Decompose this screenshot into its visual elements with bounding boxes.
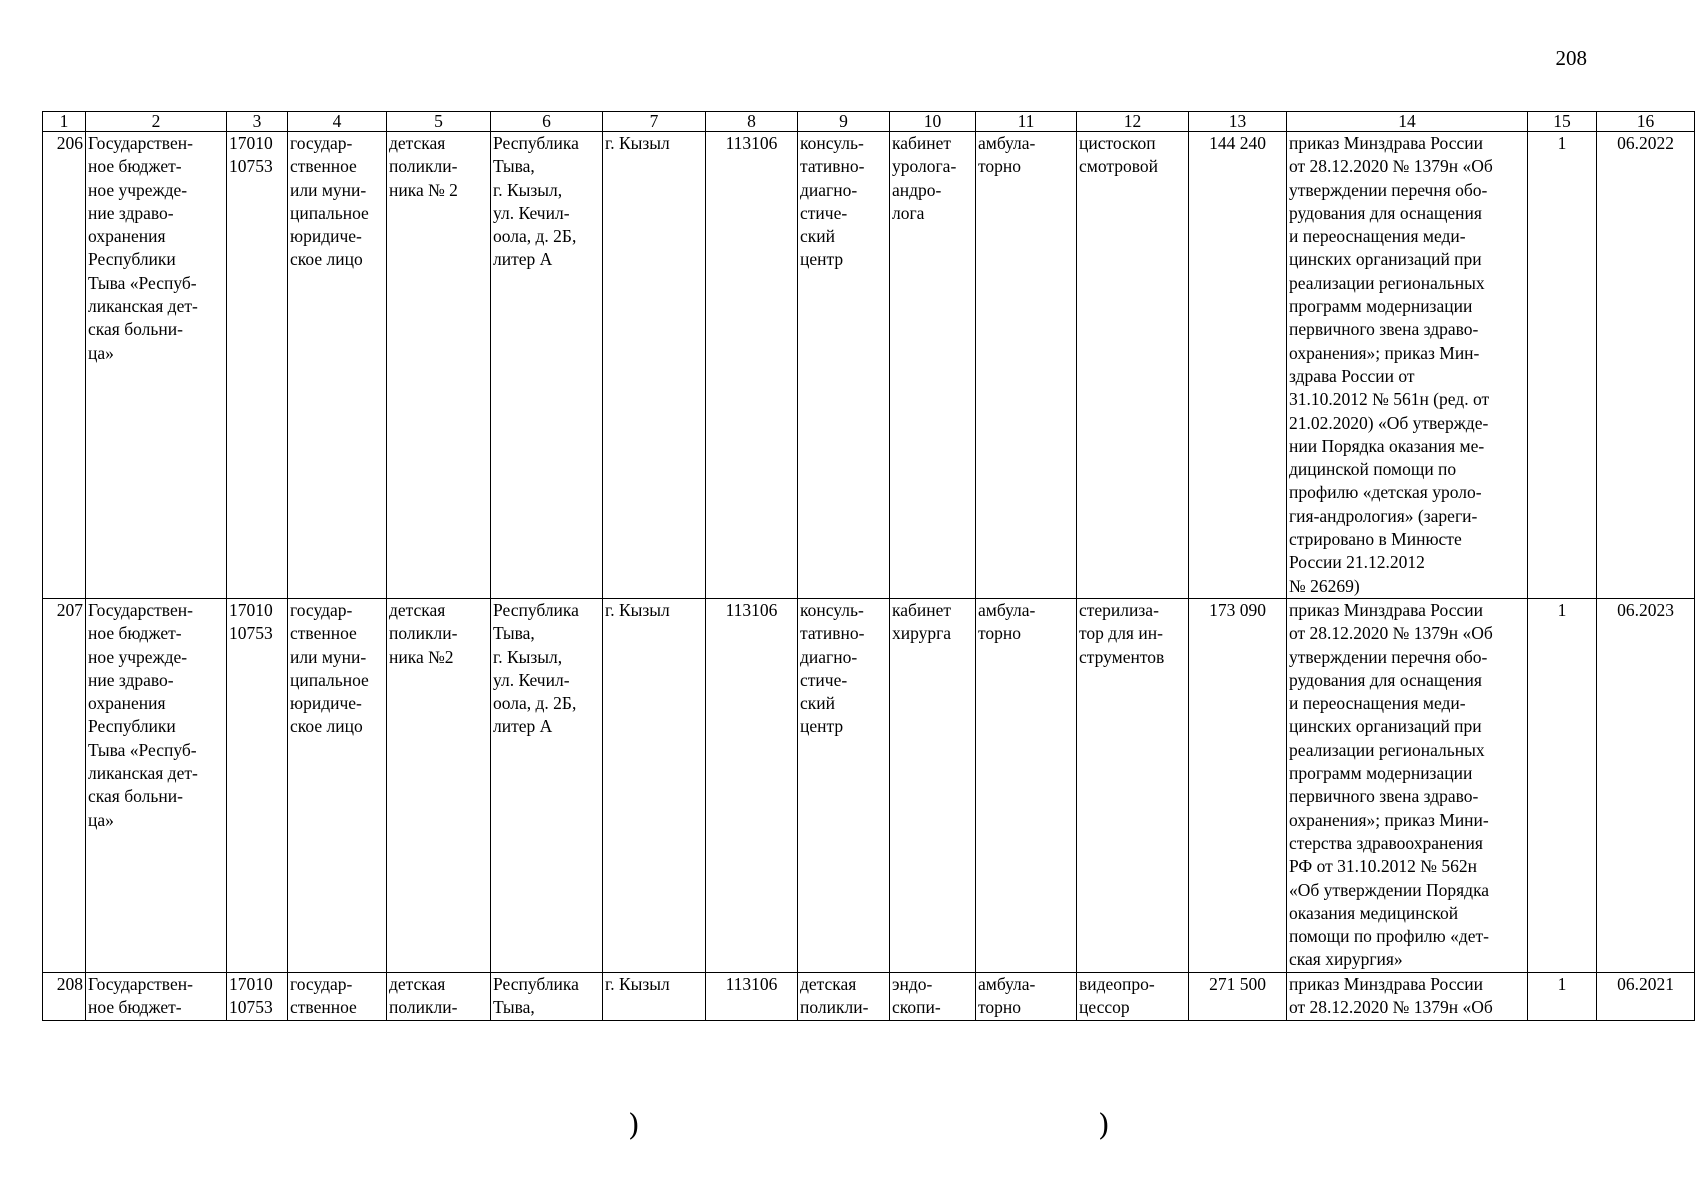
- care-type: амбула- торно: [976, 599, 1077, 973]
- organization-code: 17010 10753: [227, 973, 288, 1021]
- column-header: 8: [706, 112, 798, 132]
- room: кабинет хирурга: [890, 599, 976, 973]
- price: 271 500: [1189, 973, 1287, 1021]
- department: консуль- тативно- диагно- стиче- ский центр: [798, 599, 890, 973]
- organization-name: Государствен- ное бюджет- ное учрежде- ние здраво- охранения Республики Тыва «Респуб- ликанская дет- ская больни- ца»: [86, 599, 227, 973]
- planned-date: 06.2021: [1597, 973, 1695, 1021]
- equipment-register-table: [42, 111, 1695, 1021]
- address: Республика Тыва, г. Кызыл, ул. Кечил- оола, д. 2Б, литер А: [491, 132, 603, 599]
- equipment-name: стерилиза- тор для ин- струментов: [1077, 599, 1189, 973]
- column-header: 2: [86, 112, 227, 132]
- column-header: 10: [890, 112, 976, 132]
- planned-date: 06.2023: [1597, 599, 1695, 973]
- column-header: 7: [603, 112, 706, 132]
- table-row: [43, 973, 1695, 1021]
- planned-date: 06.2022: [1597, 132, 1695, 599]
- quantity: 1: [1528, 132, 1597, 599]
- organization-code: 17010 10753: [227, 599, 288, 973]
- column-header: 12: [1077, 112, 1189, 132]
- column-header: 3: [227, 112, 288, 132]
- city: г. Кызыл: [603, 132, 706, 599]
- organization-code: 17010 10753: [227, 132, 288, 599]
- price: 144 240: [1189, 132, 1287, 599]
- equipment-name: видеопро- цессор: [1077, 973, 1189, 1021]
- column-header: 6: [491, 112, 603, 132]
- column-header: 11: [976, 112, 1077, 132]
- legal-basis: приказ Минздрава России от 28.12.2020 № 1379н «Об утверждении перечня обо- рудования для оснащения и переоснащения меди- цинских организаций при реализации региональных программ модернизации первичного звена здраво- охранения»; приказ Мин- здрава России от 31.10.2012 № 561н (ред. от 21.02.2020) «Об утвержде- нии Порядка оказания ме- дицинской помощи по профилю «детская уроло- гия-андрология» (зареги- стрировано в Минюсте России 21.12.2012 № 26269): [1287, 132, 1528, 599]
- stray-pen-mark: ): [1098, 1108, 1110, 1143]
- legal-entity-type: государ- ственное: [288, 973, 387, 1021]
- equipment-name: цистоскоп смотровой: [1077, 132, 1189, 599]
- row-number: 207: [43, 599, 86, 973]
- stray-pen-mark: ): [628, 1108, 640, 1143]
- room: кабинет уролога- андро- лога: [890, 132, 976, 599]
- column-header: 15: [1528, 112, 1597, 132]
- room: эндо- скопи-: [890, 973, 976, 1021]
- column-header: 4: [288, 112, 387, 132]
- column-header: 9: [798, 112, 890, 132]
- column-header: 13: [1189, 112, 1287, 132]
- table-row: [43, 599, 1695, 973]
- subdivision-name: детская поликли-: [387, 973, 491, 1021]
- quantity: 1: [1528, 599, 1597, 973]
- legal-entity-type: государ- ственное или муни- ципальное юридиче- ское лицо: [288, 599, 387, 973]
- postal-code: 113106: [706, 973, 798, 1021]
- column-header: 5: [387, 112, 491, 132]
- price: 173 090: [1189, 599, 1287, 973]
- department: детская поликли-: [798, 973, 890, 1021]
- column-header: 14: [1287, 112, 1528, 132]
- subdivision-name: детская поликли- ника №2: [387, 599, 491, 973]
- organization-name: Государствен- ное бюджет-: [86, 973, 227, 1021]
- organization-name: Государствен- ное бюджет- ное учрежде- ние здраво- охранения Республики Тыва «Респуб- ликанская дет- ская больни- ца»: [86, 132, 227, 599]
- column-header: 16: [1597, 112, 1695, 132]
- legal-basis: приказ Минздрава России от 28.12.2020 № 1379н «Об: [1287, 973, 1528, 1021]
- address: Республика Тыва, г. Кызыл, ул. Кечил- оола, д. 2Б, литер А: [491, 599, 603, 973]
- postal-code: 113106: [706, 599, 798, 973]
- legal-basis: приказ Минздрава России от 28.12.2020 № 1379н «Об утверждении перечня обо- рудования для оснащения и переоснащения меди- цинских организаций при реализации региональных программ модернизации первичного звена здраво- охранения»; приказ Мини- стерства здравоохранения РФ от 31.10.2012 № 562н «Об утверждении Порядка оказания медицинской помощи по профилю «дет- ская хирургия»: [1287, 599, 1528, 973]
- row-number: 208: [43, 973, 86, 1021]
- page-number: 208: [1555, 46, 1587, 70]
- city: г. Кызыл: [603, 973, 706, 1021]
- column-header: 1: [43, 112, 86, 132]
- table-row: [43, 132, 1695, 599]
- legal-entity-type: государ- ственное или муни- ципальное юридиче- ское лицо: [288, 132, 387, 599]
- department: консуль- тативно- диагно- стиче- ский центр: [798, 132, 890, 599]
- quantity: 1: [1528, 973, 1597, 1021]
- subdivision-name: детская поликли- ника № 2: [387, 132, 491, 599]
- city: г. Кызыл: [603, 599, 706, 973]
- address: Республика Тыва,: [491, 973, 603, 1021]
- postal-code: 113106: [706, 132, 798, 599]
- care-type: амбула- торно: [976, 973, 1077, 1021]
- care-type: амбула- торно: [976, 132, 1077, 599]
- row-number: 206: [43, 132, 86, 599]
- column-number-row: [43, 112, 1695, 132]
